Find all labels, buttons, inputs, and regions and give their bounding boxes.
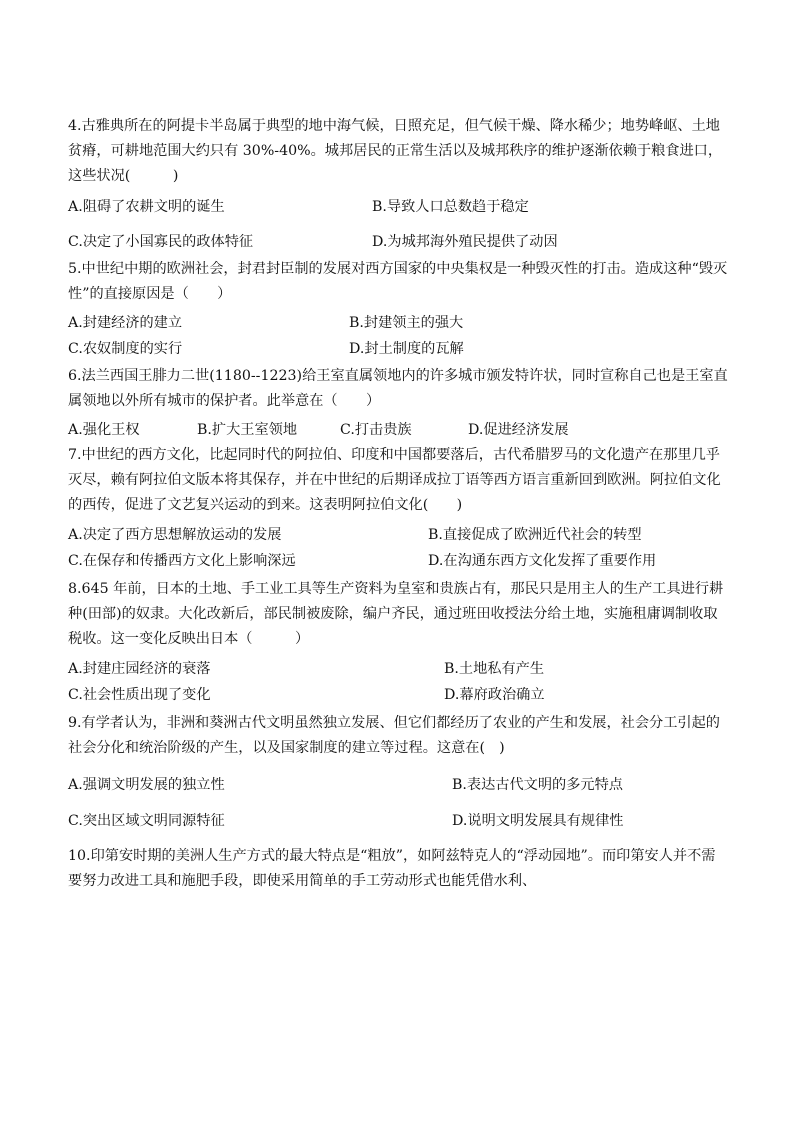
question-6-option-d: D.促进经济发展: [468, 422, 569, 438]
question-4-stem: 4.古雅典所在的阿提卡半岛属于典型的地中海气候，日照充足，但气候干燥、降水稀少；地势峰岖、土地贫瘠，可耕地范围大约只有 30%-40%。城邦居民的正常生活以及城邦秩序的维护逐渐依赖于粮食进口，这些状况( ): [68, 118, 723, 184]
question-5-options-row-1: [68, 311, 728, 336]
question-5-option-b: B.封建领主的强大: [349, 315, 464, 331]
question-7-option-c: C.在保存和传播西方文化上影响深远: [68, 553, 296, 569]
question-8-options-row-1: [68, 657, 728, 682]
question-8-stem: 8.645 年前，日本的土地、手工业工具等生产资料为皇室和贵族占有，那民只是用主人的生产工具进行耕种(田部)的奴隶。大化改新后，部民制被废除，编户齐民，通过班田收授法分给土地，实施租庸调制收取税收。这一变化反映出日本（ ）: [68, 581, 724, 647]
question-8-option-a: A.封建庄园经济的衰落: [68, 661, 211, 677]
question-7-stem: 7.中世纪的西方文化，比起同时代的阿拉伯、印度和中国都要落后，古代希腊罗马的文化遗产在那里几乎灭尽，赖有阿拉伯文版本将其保存，并在中世纪的后期译成拉丁语等西方语言重新回到欧洲。阿拉伯文化的西传，促进了文艺复兴运动的到来。这表明阿拉伯文化( ): [68, 447, 721, 513]
question-5-option-d: D.封土制度的瓦解: [349, 341, 464, 357]
question-8-options-row-2: [68, 683, 728, 708]
question-7-option-d: D.在沟通东西方文化发挥了重要作用: [428, 553, 657, 569]
question-9-option-d: D.说明文明发展具有规律性: [452, 813, 624, 829]
question-4-options-row-2: [68, 230, 728, 255]
question-4-options-row-1: [68, 195, 728, 220]
question-9-option-c: C.突出区域文明同源特征: [68, 813, 225, 829]
question-6-option-a: A.强化王权: [68, 422, 140, 438]
question-7-options-row-1: [68, 523, 728, 548]
question-6-option-b: B.扩大王室领地: [197, 422, 298, 438]
question-4-option-d: D.为城邦海外殖民提供了动因: [372, 234, 558, 250]
question-9-option-a: A.强调文明发展的独立性: [68, 777, 225, 793]
question-6-stem: 6.法兰西国王腓力二世(1180--1223)给王室直属领地内的许多城市颁发特许状，同时宣称自己也是王室直属领地以外所有城市的保护者。此举意在（ ）: [68, 368, 728, 409]
question-8-option-d: D.幕府政治确立: [444, 687, 545, 703]
question-5-option-c: C.农奴制度的实行: [68, 341, 183, 357]
question-5-option-a: A.封建经济的建立: [68, 315, 183, 331]
question-9-options-row-2: [68, 809, 728, 834]
question-9-stem: 9.有学者认为，非洲和葵洲古代文明虽然独立发展、但它们都经历了农业的产生和发展，社会分工引起的社会分化和统治阶级的产生，以及国家制度的建立等过程。这意在( ): [68, 715, 720, 756]
question-5-options-row-2: [68, 337, 728, 362]
question-7-options-row-2: [68, 549, 728, 574]
question-7-option-a: A.决定了西方思想解放运动的发展: [68, 527, 282, 543]
question-4-option-c: C.决定了小国寡民的政体特征: [68, 234, 254, 250]
question-7-option-b: B.直接促成了欧洲近代社会的转型: [428, 527, 642, 543]
question-10-stem: 10.印第安时期的美洲人生产方式的最大特点是“粗放”，如阿兹特克人的“浮动园地”。而印第安人并不需要努力改进工具和施肥手段，即使采用简单的手工劳动形式也能凭借水利、: [68, 848, 716, 889]
question-8-option-b: B.土地私有产生: [444, 661, 545, 677]
question-4-option-b: B.导致人口总数趋于稳定: [372, 199, 529, 215]
question-8-option-c: C.社会性质出现了变化: [68, 687, 211, 703]
question-6-option-c: C.打击贵族: [340, 422, 412, 438]
question-9-options-row-1: [68, 773, 728, 798]
question-6-options: [68, 418, 728, 443]
question-4-option-a: A.阻碍了农耕文明的诞生: [68, 199, 225, 215]
question-5-stem: 5.中世纪中期的欧洲社会，封君封臣制的发展对西方国家的中央集权是一种毁灭性的打击。造成这种“毁灭性”的直接原因是（ ）: [68, 261, 728, 302]
question-9-option-b: B.表达古代文明的多元特点: [452, 777, 623, 793]
